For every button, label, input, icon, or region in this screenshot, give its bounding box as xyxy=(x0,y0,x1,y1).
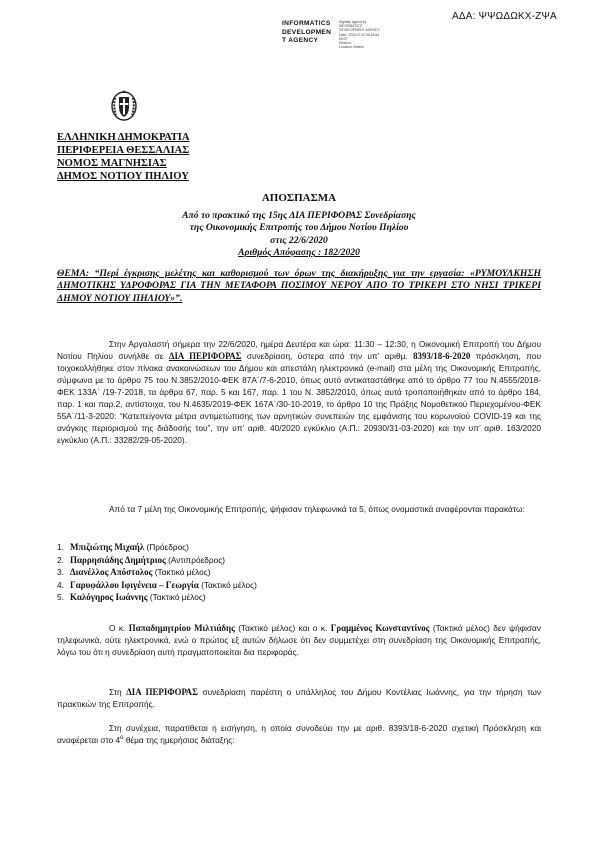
list-item: 3. Διανέλλος Απόστολος (Τακτικό μέλος) xyxy=(57,567,211,577)
session-info xyxy=(57,210,541,260)
signature-details xyxy=(339,20,395,49)
votes-paragraph: Από τα 7 μέλη της Οικονομικής Επιτροπής, ψήφισαν τηλεφωνικά τα 5, όπως ονομαστικά αναφέρονται παρακάτω: xyxy=(109,504,525,514)
members-list xyxy=(57,541,541,604)
member-name: Παπαδημητρίου Μιλτιάδης xyxy=(128,623,235,633)
org-line: ΝΟΜΟΣ ΜΑΓΝΗΣΙΑΣ xyxy=(57,158,167,169)
document-heading: ΑΠΟΣΠΑΣΜΑ xyxy=(261,192,337,204)
greek-emblem-icon xyxy=(111,89,137,121)
member-role: (Αντιπρόεδρος) xyxy=(165,554,226,565)
absent-paragraph xyxy=(57,622,541,658)
session-line: Από το πρακτικό της 15ης ΔΙΑ ΠΕΡΙΦΟΡΑΣ Συνεδρίασης xyxy=(182,210,416,221)
logo-line: INFORMATICS xyxy=(282,20,331,27)
text: συνεδρίαση, ύστερα από την υπ’ αριθμ. xyxy=(241,351,414,361)
member-role: (Τακτικό μέλος) xyxy=(152,567,211,577)
org-line: ΕΛΛΗΝΙΚΗ ΔΗΜΟΚΡΑΤΙΑ xyxy=(57,132,190,143)
intro-paragraph xyxy=(57,338,541,446)
text: πρόσκληση, που τοιχοκολλήθηκε στον πίνακα ανακοινώσεων του Δήμου και απεστάλη ηλεκτρονικά (e-mail) στα μέλη της Οικονομικής Επιτροπής, σύμφωνα με το άρθρο 75 του Ν.3852/2010-ΦΕΚ 87Α΄/7-6-2010, όπως αυτό αντικαταστάθηκε από το άρθρο 77 του Ν.4555/2018-ΦΕΚ 133Α΄ /19-7-2018, τα άρθρα 67, παρ. 5 και 167, παρ. 1 του Ν. 3852/2010, όπως αυτά τροποποιήθηκαν από το άρθρο 184, παρ. 1 και παρ.2, αντίστοιχα, του Ν.4635/2019-ΦΕΚ 167Α΄/30-10-2019, το άρθρο 10 της Πράξης Νομοθετικού Περιεχομένου-ΦΕΚ 55Α΄/11-3-2020: “Κατεπείγοντα μέτρα αντιμετώπισης των αρνητικών συνεπειών της εμφάνισης του κορωνοϊού COVID-19 και της ανάγκης περιορισμού της διάδοσής του”, την υπ’ αριθ. 40/2020 εγκύκλιο (Α.Π.: 20930/31-03-2020) και την υπ’ αριθ. 163/2020 εγκύκλιο (Α.Π.: 33282/29-05-2020). xyxy=(57,351,542,445)
org-line: ΔΗΜΟΣ ΝΟΤΙΟΥ ΠΗΛΙΟΥ xyxy=(57,171,189,182)
agency-logo-text xyxy=(282,20,331,46)
proposal-paragraph xyxy=(57,722,541,746)
clerk-paragraph xyxy=(57,686,541,710)
list-item: 1. Μπιζιώτης Μιχαήλ (Πρόεδρος) xyxy=(57,542,189,552)
invitation-number: 8393/18-6-2020 xyxy=(413,351,471,361)
signature-line: Reason: xyxy=(339,41,352,46)
session-line: της Οικονομικής Επιτροπής του Δήμου Νοτίου Πηλίου xyxy=(189,222,409,234)
text: Στη συνέχεια, παρατίθεται η εισήγηση, η οποία συνοδεύει την με αριθ. 8393/18-6-2020 σχετική Πρόσκληση και αναφέρεται στο 4 xyxy=(57,723,541,745)
text: Στη xyxy=(109,687,127,697)
member-role: (Πρόεδρος) xyxy=(144,542,189,552)
subject-heading: ΘΕΜΑ: “Περί έγκρισης μελέτης και καθορισμού των όρων της διακήρυξης για την εργασία: «ΡΥΜΟΥΛΚΗΣΗ ΔΗΜΟΤΙΚΗΣ ΥΔΡΟΦΟΡΑΣ ΓΙΑ ΤΗΝ ΜΕΤΑΦΟΡΑ ΠΟΣΙΜΟΥ ΝΕΡΟΥ ΑΠΟ ΤΟ ΤΡΙΚΕΡΙ ΣΤΟ ΝΗΣΙ ΤΡΙΚΕΡΙ ΔΗΜΟΥ ΝΟΤΙΟΥ ΠΗΛΙΟΥ»”. xyxy=(57,268,541,304)
signature-line: Date: 2020.07.02 08:18:54 xyxy=(339,32,380,37)
list-item: 4. Γαρυφάλλου Ιφιγένεια – Γεωργία (Τακτικό μέλος) xyxy=(57,579,257,590)
logo-line: T AGENCY xyxy=(282,37,319,45)
member-name: Γαρυφάλλου Ιφιγένεια – Γεωργία xyxy=(70,579,199,590)
member-name: Παρρησιάδης Δημήτριος xyxy=(70,554,166,565)
organization-header xyxy=(57,131,190,183)
digital-signature-stamp xyxy=(282,20,402,50)
superscript: ο xyxy=(120,735,124,742)
logo-line: DEVELOPMEN xyxy=(282,28,332,36)
org-line: ΠΕΡΙΦΕΡΕΙΑ ΘΕΣΣΑΛΙΑΣ xyxy=(57,145,190,156)
signature-line: Location: Athens xyxy=(339,45,365,50)
signature-line: DEVELOPMENT AGENCY xyxy=(339,28,380,33)
emphasis: ΔΙΑ ΠΕΡΙΦΟΡΑΣ xyxy=(126,687,198,697)
member-name: Καλόγηρος Ιωάννης xyxy=(70,592,148,602)
member-name: Γραμμένος Κωνσταντίνος xyxy=(330,623,430,633)
session-date: στις 22/6/2020 xyxy=(270,234,328,246)
signature-line: INFORMATICS xyxy=(339,24,363,29)
emphasis: ΔΙΑ ΠΕΡΙΦΟΡΑΣ xyxy=(168,351,242,361)
text: (Τακτικό μέλος) και ο κ. xyxy=(234,623,331,633)
text: συνεδρίαση παρέστη ο υπάλληλος του Δήμου Κοντέλιας Ιωάννης, για την τήρηση των πρακτικών της Επιτροπής. xyxy=(57,687,541,709)
member-role: (Τακτικό μέλος) xyxy=(147,592,206,602)
member-name: Μπιζιώτης Μιχαήλ xyxy=(70,542,145,552)
signature-line: EEST xyxy=(339,36,348,41)
decision-number: Αριθμός Απόφασης : 182/2020 xyxy=(238,247,360,259)
text: Στην Αργαλαστή σήμερα την 22/6/2020, ημέρα Δευτέρα και ώρα: 11:30 – 12:30, η Οικονομική Επιτροπή του Δήμου Νοτίου Πηλίου συνήλθε σε xyxy=(57,339,541,361)
ada-code: ΑΔΑ: ΨΨΩΔΩΚΧ-ΖΨΑ xyxy=(452,11,557,22)
signature-line: Digitally signed by xyxy=(339,20,367,24)
list-item: 5. Καλόγηρος Ιωάννης (Τακτικό μέλος) xyxy=(57,592,206,602)
text: Ο κ. xyxy=(109,623,129,633)
member-name: Διανέλλος Απόστολος xyxy=(70,567,153,577)
text: (Τακτικό μέλος) δεν ψήφισαν τηλεφωνικά, ούτε ηλεκτρονικά, ενώ ο πρώτος εξ αυτών δήλωσε ότι δεν συμμετέχει στη συνεδρίαση της Οικονομικής Επιτροπής, λόγω του ότι η συνεδρίαση αυτή πραγματοποιείται δια περιφοράς. xyxy=(57,623,541,657)
list-item: 2. Παρρησιάδης Δημήτριος (Αντιπρόεδρος) xyxy=(57,554,226,565)
member-role: (Τακτικό μέλος) xyxy=(198,579,257,590)
text: θέμα της ημερήσιας διάταξης: xyxy=(123,735,235,745)
